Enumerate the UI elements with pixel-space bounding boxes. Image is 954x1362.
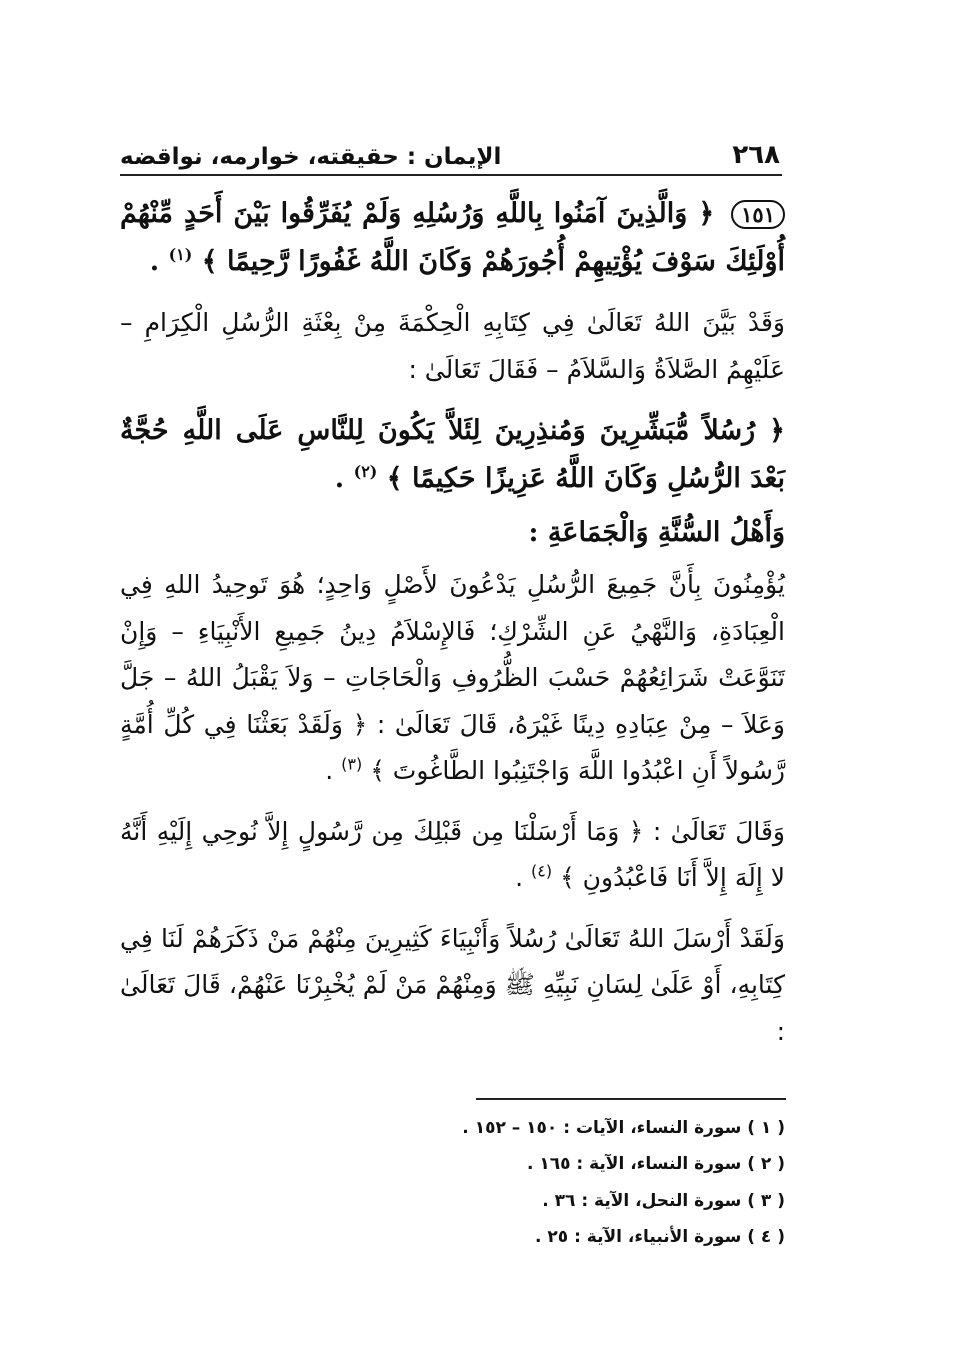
footnote-4: ( ٤ ) سورة الأنبياء، الآية : ٢٥ . [535,1227,785,1248]
verse-number-badge: ١٥١ [731,200,785,229]
footnote-ref-2: (٢) [353,462,378,482]
footnote-ref-3: (٣) [341,754,363,774]
verse-text: ﴿ وَالَّذِينَ آمَنُوا بِاللَّهِ وَرُسُلِهِ وَلَمْ يُفَرِّقُوا بَيْنَ أَحَدٍ مِّنْهُمْ أُوْلَئِكَ سَوْفَ يُؤْتِيهِمْ أُجُورَهُمْ وَكَانَ اللَّهُ غَفُورًا رَّحِيمًا ﴾ [120,198,785,278]
footnote-ref-1: (١) [168,245,193,265]
verse-text: ﴿ رُسُلاً مُّبَشِّرِينَ وَمُنذِرِينَ لِئَلاَّ يَكُونَ لِلنَّاسِ عَلَى اللَّهِ حُجَّةٌ بَعْدَ الرُّسُلِ وَكَانَ اللَّهُ عَزِيزًا حَكِيمًا ﴾ [120,415,785,495]
paragraph-6: وَلَقَدْ أَرْسَلَ اللهُ تَعَالَىٰ رُسُلاً وَأَنْبِيَاءَ كَثِيرِينَ مِنْهُمْ مَنْ ذَكَرَهُمْ لَنَا فِي كِتَابِهِ، أَوْ عَلَىٰ لِسَانِ نَبِيِّهِ ﷺ وَمِنْهُمْ مَنْ لَمْ يُخْبِرْنَا عَنْهُمْ، قَالَ تَعَالَىٰ : [120,923,785,1046]
footnote-2: ( ٢ ) سورة النساء، الآية : ١٦٥ . [526,1154,785,1175]
header-divider [120,174,782,176]
verse-paragraph-3: ﴿ رُسُلاً مُّبَشِّرِينَ وَمُنذِرِينَ لِئَلاَّ يَكُونَ لِلنَّاسِ عَلَى اللَّهِ حُجَّةٌ بَعْدَ الرُّسُلِ وَكَانَ اللَّهُ عَزِيزًا حَكِيمًا ﴾ $^{(٢)}$ . [120,415,785,495]
paragraph-4: يُؤْمِنُونَ بِأَنَّ جَمِيعَ الرُّسُلِ يَدْعُونَ لأَصْلٍ وَاحِدٍ؛ هُوَ تَوحِيدُ اللهِ فِي الْعِبَادَةِ، وَالنَّهْيُ عَنِ الشِّرْكِ؛ فَالإِسْلاَمُ دِينُ جَمِيعِ الأَنْبِيَاءِ – وَإِنْ تَنَوَّعَتْ شَرَائِعُهُمْ حَسْبَ الظُّرُوفِ وَالْحَاجَاتِ – وَلاَ يَقْبَلُ اللهُ – جَلَّ وَعَلاَ – مِنْ عِبَادِهِ دِينًا غَيْرَهُ، قَالَ تَعَالَىٰ : ﴿ وَلَقَدْ بَعَثْنَا فِي كُلِّ أُمَّةٍ رَّسُولاً أَنِ اعْبُدُوا اللَّهَ وَاجْتَنِبُوا الطَّاغُوتَ ﴾ $^{(٣)}$ . [120,570,785,786]
paragraph-text: وَقَالَ تَعَالَىٰ : ﴿ وَمَا أَرْسَلْنَا مِن قَبْلِكَ مِن رَّسُولٍ إِلاَّ نُوحِي إِلَيْهِ أَنَّهُ لا إِلَهَ إِلاَّ أَنَا فَاعْبُدُونِ ﴾ [120,816,785,893]
paragraph-text: يُؤْمِنُونَ بِأَنَّ جَمِيعَ الرُّسُلِ يَدْعُونَ لأَصْلٍ وَاحِدٍ؛ هُوَ تَوحِيدُ اللهِ فِي الْعِبَادَةِ، وَالنَّهْيُ عَنِ الشِّرْكِ؛ فَالإِسْلاَمُ دِينُ جَمِيعِ الأَنْبِيَاءِ – وَإِنْ تَنَوَّعَتْ شَرَائِعُهُمْ حَسْبَ الظُّرُوفِ وَالْحَاجَاتِ – وَلاَ يَقْبَلُ اللهُ – جَلَّ وَعَلاَ – مِنْ عِبَادِهِ دِينًا غَيْرَهُ، قَالَ تَعَالَىٰ : ﴿ وَلَقَدْ بَعَثْنَا فِي كُلِّ أُمَّةٍ رَّسُولاً أَنِ اعْبُدُوا اللَّهَ وَاجْتَنِبُوا الطَّاغُوتَ ﴾ [120,570,785,786]
footnote-3: ( ٣ ) سورة النحل، الآية : ٣٦ . [542,1190,785,1211]
verse-paragraph-1: ١٥١ ﴿ وَالَّذِينَ آمَنُوا بِاللَّهِ وَرُسُلِهِ وَلَمْ يُفَرِّقُوا بَيْنَ أَحَدٍ مِّنْهُمْ أُوْلَئِكَ سَوْفَ يُؤْتِيهِمْ أُجُورَهُمْ وَكَانَ اللَّهُ غَفُورًا رَّحِيمًا ﴾ $^{(١)}$ . [120,198,785,278]
paragraph-2: وَقَدْ بَيَّنَ اللهُ تَعَالَىٰ فِي كِتَابِهِ الْحِكْمَةَ مِنْ بِعْثَةِ الرُّسُلِ الْكِرَامِ – عَلَيْهِمُ الصَّلاَةُ وَالسَّلاَمُ – فَقَالَ تَعَالَىٰ : [120,308,785,384]
running-title: الإيمان : حقيقته، خوارمه، نواقضه [120,144,502,170]
paragraph-5: وَقَالَ تَعَالَىٰ : ﴿ وَمَا أَرْسَلْنَا مِن قَبْلِكَ مِن رَّسُولٍ إِلاَّ نُوحِي إِلَيْهِ أَنَّهُ لا إِلَهَ إِلاَّ أَنَا فَاعْبُدُونِ ﴾ $^{(٤)}$ . [120,816,785,893]
footnote-divider [476,1098,786,1100]
footnote-1: ( ١ ) سورة النساء، الآيات : ١٥٠ – ١٥٢ . [462,1118,785,1138]
footnotes [380,1110,785,1256]
section-heading: وَأَهْلُ السُّنَّةِ وَالْجَمَاعَةِ : [528,517,785,549]
page-header [120,130,780,170]
footnote-ref-4: (٤) [531,861,553,881]
page-number: ٢٦٨ [732,140,780,170]
main-text [120,190,785,1069]
